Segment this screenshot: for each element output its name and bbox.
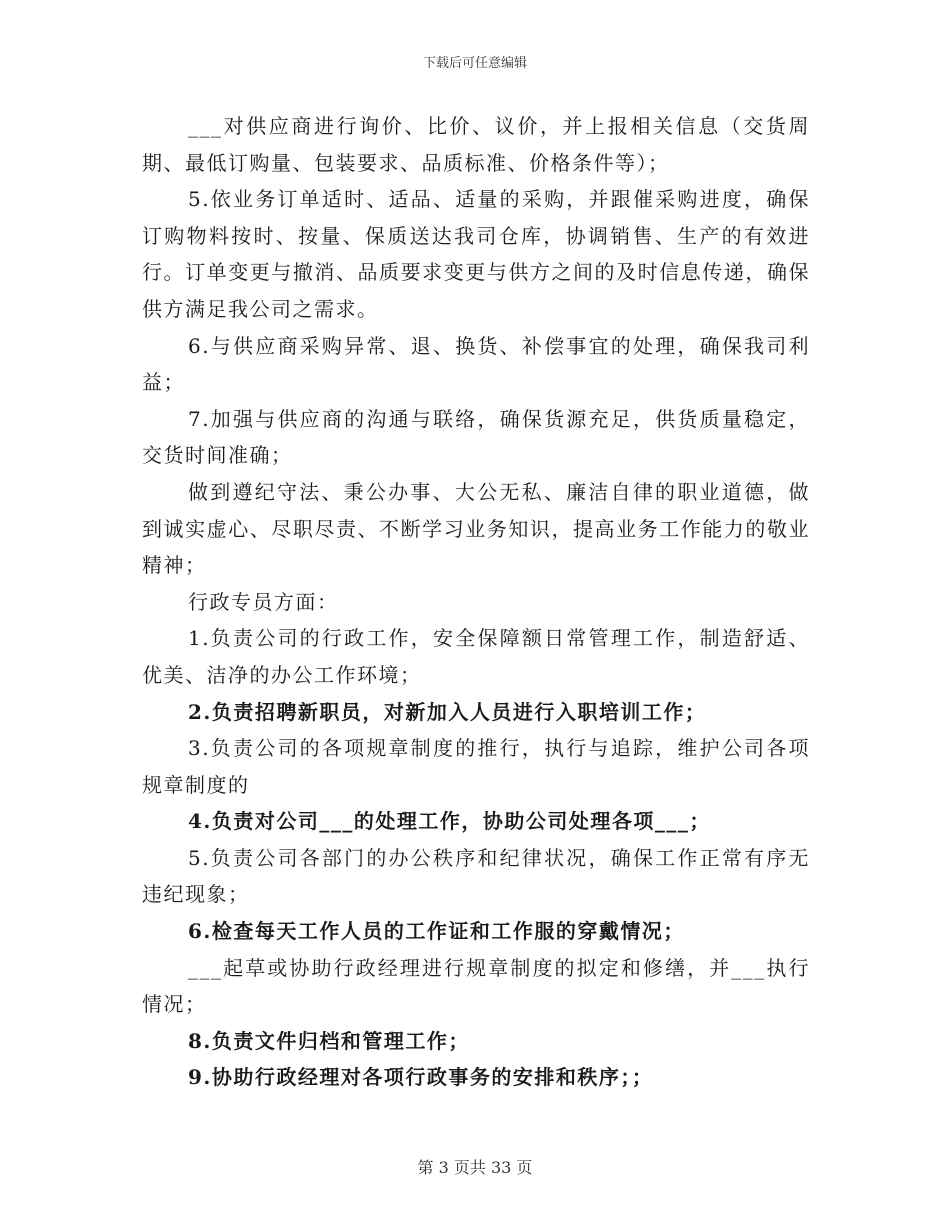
paragraph-8: 2.负责招聘新职员，对新加入人员进行入职培训工作；	[188, 699, 707, 724]
paragraph-10: 4.负责对公司___的处理工作，协助公司处理各项___；	[188, 809, 711, 834]
paragraph-14: 8.负责文件归档和管理工作；	[188, 1028, 470, 1053]
paragraph-9: 3.负责公司的各项规章制度的推行，执行与追踪，维护公司各项规章制度的	[142, 736, 810, 797]
paragraph-11: 5.负责公司各部门的办公秩序和纪律状况，确保工作正常有序无违纪现象；	[142, 845, 810, 907]
paragraph-7: 1.负责公司的行政工作，安全保障额日常管理工作，制造舒适、优美、洁净的办公工作环境；	[142, 626, 810, 687]
paragraph-15: 9.协助行政经理对各项行政事务的安排和秩序；；	[188, 1065, 654, 1090]
page-number-footer: 第 3 页共 33 页	[417, 1158, 533, 1177]
paragraph-12: 6.检查每天工作人员的工作证和工作服的穿戴情况；	[188, 919, 685, 944]
section-heading-admin: 行政专员方面：	[188, 589, 339, 614]
document-body	[142, 108, 810, 1096]
paragraph-3: 6.与供应商采购异常、退、换货、补偿事宜的处理，确保我司利益；	[142, 333, 810, 395]
paragraph-4: 7.加强与供应商的沟通与联络，确保货源充足，供货质量稳定，交货时间准确；	[142, 406, 810, 468]
paragraph-2: 5.依业务订单适时、适品、适量的采购，并跟催采购进度，确保订购物料按时、按量、保质送达我司仓库，协调销售、生产的有效进行。订单变更与撤消、品质要求变更与供方之间的及时信息传递，确保供方满足我公司之需求。	[142, 187, 810, 321]
page-header-note: 下载后可任意编辑	[422, 56, 527, 71]
paragraph-13: ___起草或协助行政经理进行规章制度的拟定和修缮，并___执行情况；	[142, 955, 810, 1017]
paragraph-1: ___对供应商进行询价、比价、议价，并上报相关信息（交货周期、最低订购量、包装要求、品质标准、价格条件等）；	[142, 114, 810, 175]
paragraph-5: 做到遵纪守法、秉公办事、大公无私、廉洁自律的职业道德，做到诚实虚心、尽职尽责、不断学习业务知识，提高业务工作能力的敬业精神；	[142, 479, 810, 578]
